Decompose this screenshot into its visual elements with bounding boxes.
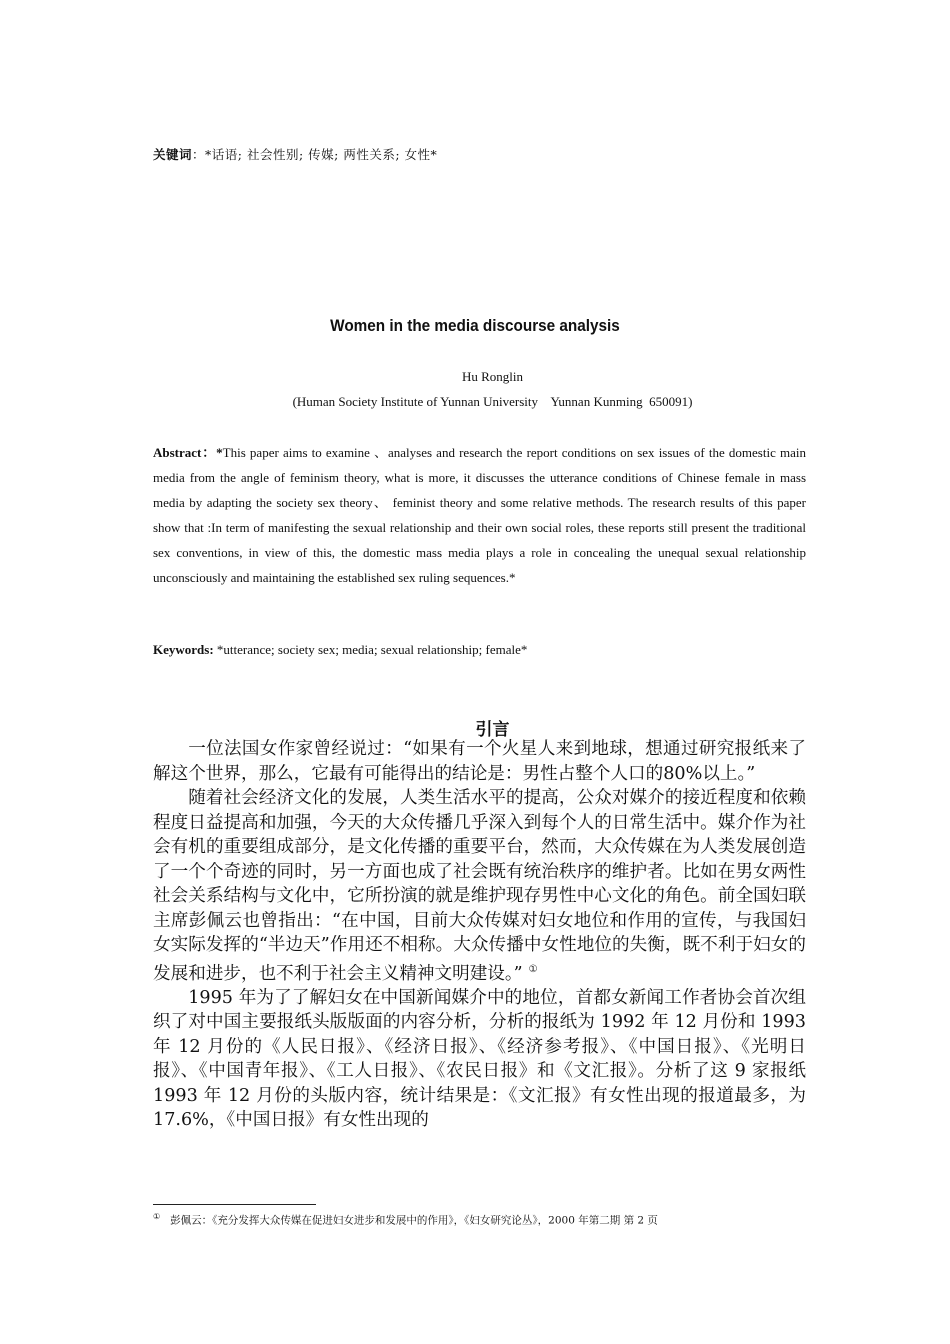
body-paragraph: 一位法国女作家曾经说过：“如果有一个火星人来到地球，想通过研究报纸来了解这个世界，那么，它最有可能得出的结论是：男性占整个人口的80%以上。” [153,739,806,784]
body-text [153,737,806,1133]
abstract [153,441,806,590]
abstract-label: Abstract：* [153,445,223,460]
english-keywords-label: Keywords: [153,642,214,657]
body-paragraph [153,786,806,986]
author-affiliation: (Human Society Institute of Yunnan University Yunnan Kunming 650091) [292,394,693,409]
author-name: Hu Ronglin [461,369,524,384]
english-title: Women in the media discourse analysis [330,316,620,335]
chinese-keywords-text: ：*话语; 社会性别; 传媒; 两性关系; 女性* [192,147,438,162]
footnote-divider [153,1204,316,1205]
english-keywords [153,642,806,658]
abstract-text: This paper aims to examine 、analyses and research the report conditions on sex issues of the domestic main media from the angle of feminism theory, what is more, it discusses the utterance conditions of Chinese female in mass media by adapting the society sex theory、 feminist theory and some relative methods. The research results of this paper show that :In term of manifesting the sexual relationship and their own social roles, these reports still present the traditional sex conventions, in view of this, the domestic mass media plays a role in concealing the unequal sexual relationship unconsciously and maintaining the established sex ruling sequences.* [153,445,806,585]
english-keywords-text: *utterance; society sex; media; sexual relationship; female* [213,642,528,657]
footnote [153,1212,853,1228]
chinese-keywords [153,145,437,163]
section-title: 引言 [475,720,510,740]
chinese-keywords-label: 关键词 [153,147,193,162]
footnote-reference[interactable]: ① [528,963,538,975]
footnote-text: 彭佩云：《充分发挥大众传媒在促进妇女进步和发展中的作用》，《妇女研究论丛》，2000 年第二期 第 2 页 [170,1214,658,1227]
body-paragraph-text: 随着社会经济文化的发展，人类生活水平的提高，公众对媒介的接近程度和依赖程度日益提高和加强，今天的大众传播几乎深入到每个人的日常生活中。媒介作为社会有机的重要组成部分，是文化传播的重要平台，然而，大众传媒在为人类发展创造了一个个奇迹的同时，另一方面也成了社会既有统治秩序的维护者。比如在男女两性社会关系结构与文化中，它所扮演的就是维护现存男性中心文化的角色。前全国妇联主席彭佩云也曾指出：“在中国，目前大众传媒对妇女地位和作用的宣传，与我国妇女实际发挥的“半边天”作用还不相称。大众传播中女性地位的失衡，既不利于妇女的发展和进步，也不利于社会主义精神文明建设。” [153,788,806,984]
body-paragraph: 1995 年为了了解妇女在中国新闻媒介中的地位，首都女新闻工作者协会首次组织了对中国主要报纸头版版面的内容分析，分析的报纸为 1992 年 12 月份和 1993 年 12 月份的《人民日报》、《经济日报》、《经济参考报》、《中国日报》、《光明日报》、《中国青年报》、《工人日报》、《农民日报》和《文汇报》。分析了这 9 家报纸 1993 年 12 月份的头版内容，统计结果是：《文汇报》有女性出现的报道最多，为 17.6%，《中国日报》有女性出现的 [153,987,806,1131]
footnote-marker: ① [153,1212,161,1221]
